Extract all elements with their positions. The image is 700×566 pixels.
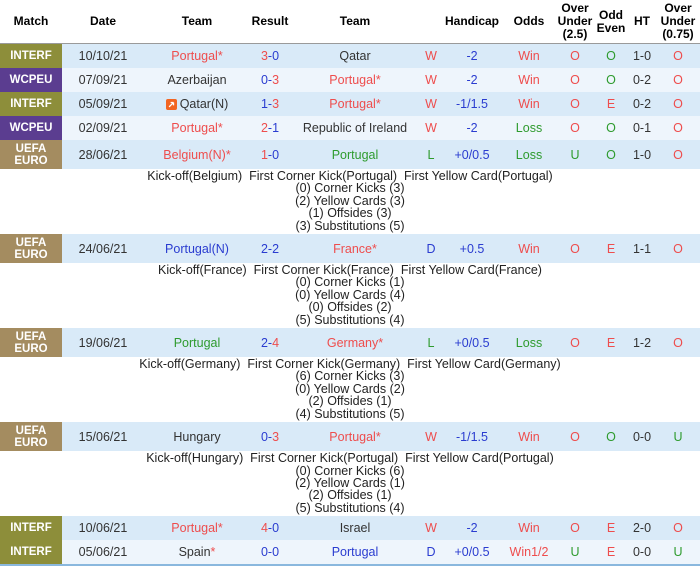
- outcome-letter: L: [427, 147, 435, 162]
- home-team: [144, 540, 250, 564]
- match-date: 15/06/21: [78, 429, 128, 444]
- competition-badge: WCPEU: [0, 68, 62, 92]
- score-home: 2: [260, 241, 268, 256]
- odd-even-result: E: [606, 97, 616, 111]
- handicap-result: Win: [518, 241, 540, 256]
- score-home: 2: [260, 121, 268, 135]
- over-under-25-result: O: [570, 73, 580, 87]
- away-team-name: Portugal: [329, 97, 376, 111]
- handicap-line: -2: [466, 521, 478, 536]
- handicap-result: Loss: [515, 335, 543, 350]
- detail-stat-substitutions: (3) Substitutions (5): [295, 218, 405, 233]
- col-header-team-away: Team: [339, 14, 371, 28]
- over-under-25-result: U: [570, 147, 580, 162]
- odd-even-result: O: [606, 73, 616, 87]
- over-under-075-result: O: [673, 335, 683, 350]
- score-home: 0: [260, 73, 268, 87]
- away-team-asterisk: *: [372, 241, 377, 256]
- away-team-asterisk: *: [375, 97, 381, 111]
- over-under-25-result: O: [570, 521, 580, 536]
- outcome-letter: W: [425, 429, 437, 444]
- match-row: [0, 68, 700, 92]
- odd-even-result: E: [606, 241, 616, 256]
- match-row: [0, 116, 700, 140]
- col-header-odds: Odds: [513, 14, 545, 28]
- score-separator: -: [267, 121, 273, 135]
- odd-even-result: O: [606, 147, 616, 162]
- score-away: 3: [272, 73, 280, 87]
- full-time-score: [250, 116, 290, 140]
- away-team-asterisk: *: [375, 73, 381, 87]
- match-analysis-icon[interactable]: [166, 99, 177, 110]
- score-home: 0: [260, 429, 268, 444]
- detail-stat-yellow-cards: (2) Yellow Cards (1): [295, 475, 405, 490]
- handicap-result: Win: [518, 97, 540, 111]
- col-header-team-home: Team: [181, 14, 213, 28]
- away-team: [290, 422, 420, 451]
- col-header-ht: HT: [634, 14, 650, 28]
- home-team: [144, 92, 250, 116]
- score-away: 4: [272, 335, 280, 350]
- outcome-letter: D: [426, 241, 436, 256]
- match-row: [0, 422, 700, 451]
- detail-stat-substitutions: (5) Substitutions (4): [295, 312, 405, 327]
- competition-badge: WCPEU: [0, 116, 62, 140]
- competition-badge: UEFA EURO: [0, 234, 62, 263]
- home-team-name: Hungary: [173, 429, 221, 444]
- home-team-name: Portugal: [171, 121, 218, 135]
- match-detail-block: [0, 263, 700, 328]
- handicap-line: +0/0.5: [454, 147, 490, 162]
- home-team-asterisk: *: [217, 521, 223, 536]
- detail-stat-yellow-cards: (2) Yellow Cards (3): [295, 193, 405, 208]
- col-header-over-under-075: Over Under (0.75): [660, 1, 696, 41]
- home-team: [144, 44, 250, 68]
- score-home: 2: [260, 335, 268, 350]
- odd-even-result: O: [606, 429, 616, 444]
- away-team-name: Portugal: [331, 545, 379, 560]
- score-home: 1: [260, 97, 268, 111]
- match-detail-block: [0, 169, 700, 234]
- handicap-line: -2: [466, 73, 478, 87]
- match-row: [0, 92, 700, 116]
- detail-title-line: Kick-off(Germany) First Corner Kick(Germany) First Yellow Card(Germany): [139, 357, 561, 372]
- score-home: 0: [260, 545, 268, 560]
- handicap-line: +0/0.5: [454, 335, 490, 350]
- score-away: 0: [272, 545, 280, 560]
- match-date: 19/06/21: [78, 335, 128, 350]
- half-time-score: 2-0: [632, 521, 652, 536]
- score-home: 3: [260, 49, 268, 63]
- away-team: [290, 140, 420, 169]
- half-time-score: 0-1: [632, 121, 652, 135]
- detail-stat-corner-kicks: (0) Corner Kicks (3): [295, 181, 405, 196]
- match-row: [0, 328, 700, 357]
- home-team-asterisk: *: [217, 121, 223, 135]
- handicap-result: Win: [518, 429, 540, 444]
- half-time-score: 1-0: [632, 147, 652, 162]
- odd-even-result: E: [606, 545, 616, 560]
- detail-title-line: Kick-off(Hungary) First Corner Kick(Portugal) First Yellow Card(Portugal): [146, 451, 554, 466]
- home-team: [144, 422, 250, 451]
- handicap-line: +0/0.5: [454, 545, 490, 560]
- away-team-name: Qatar: [339, 49, 371, 63]
- home-team: [144, 68, 250, 92]
- score-away: 0: [272, 521, 280, 536]
- detail-stat-yellow-cards: (0) Yellow Cards (4): [295, 287, 405, 302]
- away-team-name: Israel: [339, 521, 371, 536]
- detail-stat-substitutions: (5) Substitutions (4): [295, 500, 405, 515]
- over-under-075-result: O: [673, 147, 683, 162]
- home-team: [144, 516, 250, 540]
- home-team-asterisk: *: [225, 147, 231, 162]
- away-team-name: France: [333, 241, 373, 256]
- match-row: [0, 516, 700, 540]
- odd-even-result: E: [606, 521, 616, 536]
- score-away: 3: [272, 429, 280, 444]
- score-separator: -: [267, 545, 273, 560]
- outcome-letter: W: [425, 121, 437, 135]
- full-time-score: [250, 92, 290, 116]
- over-under-075-result: O: [673, 241, 683, 256]
- detail-stat-offsides: (2) Offsides (1): [308, 488, 392, 503]
- detail-stat-corner-kicks: (0) Corner Kicks (1): [295, 275, 405, 290]
- detail-stat-corner-kicks: (6) Corner Kicks (3): [295, 369, 405, 384]
- score-separator: -: [267, 49, 273, 63]
- away-team-asterisk: *: [378, 335, 384, 350]
- home-team: [144, 116, 250, 140]
- home-team: [144, 328, 250, 357]
- outcome-letter: W: [425, 49, 437, 63]
- match-date: 02/09/21: [78, 121, 128, 135]
- odd-even-result: O: [606, 121, 616, 135]
- handicap-result: Loss: [515, 121, 543, 135]
- score-away: 0: [272, 49, 280, 63]
- full-time-score: [250, 540, 290, 564]
- match-date: 24/06/21: [78, 241, 128, 256]
- match-date: 10/06/21: [78, 521, 128, 536]
- home-team-asterisk: *: [217, 49, 223, 63]
- match-detail-block: [0, 451, 700, 516]
- handicap-result: Loss: [515, 147, 543, 162]
- away-team-name: Germany: [326, 335, 379, 350]
- score-separator: -: [267, 335, 273, 350]
- match-detail-block: [0, 357, 700, 422]
- over-under-075-result: U: [673, 429, 683, 444]
- over-under-25-result: U: [570, 545, 580, 560]
- score-away: 2: [272, 241, 280, 256]
- score-away: 0: [272, 147, 280, 162]
- competition-badge: UEFA EURO: [0, 328, 62, 357]
- away-team-name: Republic of Ireland: [302, 121, 408, 135]
- full-time-score: [250, 68, 290, 92]
- half-time-score: 1-0: [632, 49, 652, 63]
- col-header-date: Date: [89, 14, 116, 28]
- match-row: [0, 44, 700, 68]
- competition-badge: INTERF: [0, 516, 62, 540]
- half-time-score: 0-2: [632, 97, 652, 111]
- full-time-score: [250, 44, 290, 68]
- over-under-075-result: O: [673, 521, 683, 536]
- outcome-letter: W: [425, 73, 437, 87]
- home-team-name: Qatar(N): [179, 97, 229, 111]
- handicap-result: Win: [518, 49, 540, 63]
- over-under-075-result: O: [673, 49, 683, 63]
- away-team-asterisk: *: [375, 429, 381, 444]
- score-separator: -: [267, 97, 273, 111]
- over-under-25-result: O: [570, 121, 580, 135]
- away-team-name: Portugal: [329, 429, 376, 444]
- half-time-score: 0-0: [632, 429, 652, 444]
- score-home: 4: [260, 521, 268, 536]
- score-away: 1: [272, 121, 280, 135]
- col-header-result: Result: [251, 14, 289, 28]
- outcome-letter: W: [425, 97, 437, 111]
- over-under-075-result: U: [673, 545, 683, 560]
- full-time-score: [250, 140, 290, 169]
- away-team: [290, 328, 420, 357]
- handicap-line: -2: [466, 121, 478, 135]
- over-under-25-result: O: [570, 429, 580, 444]
- score-separator: -: [267, 241, 273, 256]
- away-team-name: Portugal: [329, 73, 376, 87]
- away-team: [290, 44, 420, 68]
- match-date: 05/06/21: [78, 545, 128, 560]
- away-team: [290, 92, 420, 116]
- over-under-075-result: O: [673, 121, 683, 135]
- over-under-25-result: O: [570, 49, 580, 63]
- detail-title-line: Kick-off(France) First Corner Kick(France) First Yellow Card(France): [158, 263, 542, 278]
- home-team: [144, 234, 250, 263]
- home-team-name: Azerbaijan: [167, 73, 227, 87]
- half-time-score: 1-2: [632, 335, 652, 350]
- over-under-075-result: O: [673, 73, 683, 87]
- match-row: [0, 234, 700, 263]
- away-team: [290, 68, 420, 92]
- outcome-letter: L: [427, 335, 435, 350]
- col-header-outcome: [420, 0, 442, 43]
- match-row: [0, 140, 700, 169]
- handicap-result: Win: [518, 521, 540, 536]
- detail-stat-yellow-cards: (0) Yellow Cards (2): [295, 381, 405, 396]
- score-home: 1: [260, 147, 268, 162]
- away-team: [290, 234, 420, 263]
- competition-badge: INTERF: [0, 44, 62, 68]
- home-team-name: Portugal: [173, 335, 221, 350]
- score-separator: -: [267, 521, 273, 536]
- outcome-letter: W: [425, 521, 437, 536]
- over-under-25-result: O: [570, 335, 580, 350]
- home-team-name: Spain: [178, 545, 211, 560]
- handicap-line: -2: [466, 49, 478, 63]
- match-date: 10/10/21: [78, 49, 128, 63]
- handicap-result: Win: [518, 73, 540, 87]
- full-time-score: [250, 234, 290, 263]
- col-header-odd-even: Odd Even: [596, 7, 626, 35]
- match-date: 07/09/21: [78, 73, 128, 87]
- half-time-score: 0-2: [632, 73, 652, 87]
- over-under-25-result: O: [570, 97, 580, 111]
- detail-stat-substitutions: (4) Substitutions (5): [295, 406, 405, 421]
- score-away: 3: [272, 97, 280, 111]
- detail-stat-offsides: (0) Offsides (2): [308, 300, 392, 315]
- col-header-handicap: Handicap: [444, 14, 499, 28]
- col-header-match: Match: [13, 14, 49, 28]
- handicap-line: -1/1.5: [456, 429, 488, 444]
- half-time-score: 1-1: [632, 241, 652, 256]
- over-under-25-result: O: [570, 241, 580, 256]
- away-team: [290, 116, 420, 140]
- competition-badge: UEFA EURO: [0, 422, 62, 451]
- odd-even-result: E: [606, 335, 616, 350]
- away-team: [290, 540, 420, 564]
- full-time-score: [250, 422, 290, 451]
- handicap-result: Win1/2: [509, 545, 549, 560]
- col-header-over-under-25: Over Under (2.5): [557, 1, 593, 41]
- handicap-line: +0.5: [459, 241, 485, 256]
- away-team: [290, 516, 420, 540]
- match-row: [0, 540, 700, 564]
- detail-title-line: Kick-off(Belgium) First Corner Kick(Portugal) First Yellow Card(Portugal): [147, 169, 553, 183]
- away-team-name: Portugal: [331, 147, 379, 162]
- odd-even-result: O: [606, 49, 616, 63]
- competition-badge: INTERF: [0, 92, 62, 116]
- score-separator: -: [267, 147, 273, 162]
- home-team-name: Belgium(N): [163, 147, 226, 162]
- detail-stat-offsides: (1) Offsides (3): [308, 206, 392, 221]
- handicap-line: -1/1.5: [456, 97, 488, 111]
- detail-stat-offsides: (2) Offsides (1): [308, 394, 392, 409]
- half-time-score: 0-0: [632, 545, 652, 560]
- home-team-name: Portugal: [171, 49, 218, 63]
- match-date: 28/06/21: [78, 147, 128, 162]
- competition-badge: UEFA EURO: [0, 140, 62, 169]
- outcome-letter: D: [426, 545, 436, 560]
- detail-stat-corner-kicks: (0) Corner Kicks (6): [295, 463, 405, 478]
- full-time-score: [250, 516, 290, 540]
- score-separator: -: [267, 429, 273, 444]
- home-team-asterisk: *: [210, 545, 216, 560]
- home-team: [144, 140, 250, 169]
- score-separator: -: [267, 73, 273, 87]
- competition-badge: INTERF: [0, 540, 62, 564]
- over-under-075-result: O: [673, 97, 683, 111]
- table-header-row: [0, 0, 700, 44]
- full-time-score: [250, 328, 290, 357]
- match-date: 05/09/21: [78, 97, 128, 111]
- home-team-name: Portugal: [171, 521, 218, 536]
- home-team-name: Portugal(N): [165, 241, 229, 256]
